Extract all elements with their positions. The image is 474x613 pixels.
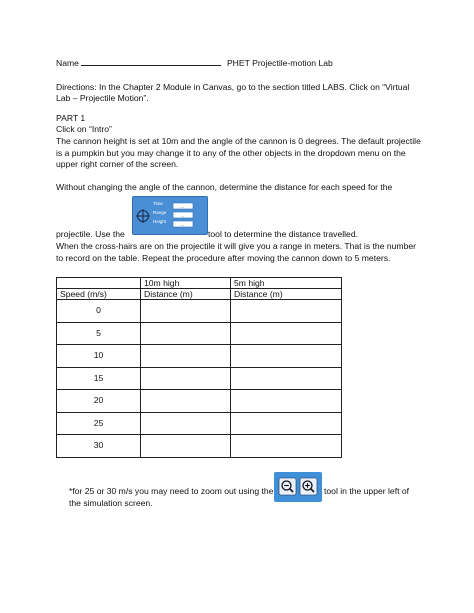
distance-10m-cell[interactable] xyxy=(141,390,231,413)
table-group-header-row xyxy=(57,278,342,289)
svg-text:--: -- xyxy=(181,222,184,227)
name-blank-line[interactable] xyxy=(81,57,221,66)
use-tool-text-after: tool to determine the distance travelled. xyxy=(208,229,359,239)
cannon-text-line-2: is a pumpkin but you may change it to any of the other objects in the dropdown menu on the xyxy=(56,148,406,158)
group-header-5m: 5m high xyxy=(231,278,342,289)
table-row xyxy=(57,345,342,368)
use-tool-text-before: projectile. Use the xyxy=(56,229,125,239)
crosshair-instruction-line-2: to record on the table. Repeat the procedure after moving the cannon down to 5 meters. xyxy=(56,253,391,263)
col-header-distance-10m: Distance (m) xyxy=(141,289,231,300)
distance-10m-cell[interactable] xyxy=(141,435,231,458)
speed-cell: 15 xyxy=(57,367,141,390)
distance-5m-cell[interactable] xyxy=(231,435,342,458)
speed-cell: 0 xyxy=(57,300,141,323)
zoom-tool-image xyxy=(274,472,322,502)
table-row xyxy=(57,300,342,323)
table-row xyxy=(57,322,342,345)
directions-line-2: Lab – Projectile Motion”. xyxy=(56,93,149,103)
distance-10m-cell[interactable] xyxy=(141,322,231,345)
distance-5m-cell[interactable] xyxy=(231,345,342,368)
distance-5m-cell[interactable] xyxy=(231,367,342,390)
part1-heading: PART 1 xyxy=(56,113,86,123)
distance-10m-cell[interactable] xyxy=(141,367,231,390)
tool-label-height: Height xyxy=(153,219,167,224)
svg-text:--: -- xyxy=(181,204,184,209)
click-intro-text: Click on “Intro” xyxy=(56,124,112,134)
distance-5m-cell[interactable] xyxy=(231,300,342,323)
tool-label-time: Time xyxy=(153,201,163,206)
cannon-text-line-1: The cannon height is set at 10m and the angle of the cannon is 0 degrees. The default projectile xyxy=(56,136,421,146)
col-header-speed: Speed (m/s) xyxy=(57,289,141,300)
name-row xyxy=(56,57,333,69)
table-column-header-row xyxy=(57,289,342,300)
table-row xyxy=(57,412,342,435)
speed-cell: 10 xyxy=(57,345,141,368)
col-header-distance-5m: Distance (m) xyxy=(231,289,342,300)
distance-10m-cell[interactable] xyxy=(141,412,231,435)
speed-cell: 30 xyxy=(57,435,141,458)
table-cell xyxy=(57,278,141,289)
distance-table xyxy=(56,277,342,458)
group-header-10m: 10m high xyxy=(141,278,231,289)
table-row xyxy=(57,435,342,458)
crosshair-instruction-line-1: When the cross-hairs are on the projectile it will give you a range in meters. That is the number xyxy=(56,241,416,251)
speed-cell: 5 xyxy=(57,322,141,345)
footnote-line-2: the simulation screen. xyxy=(69,498,153,508)
table-row xyxy=(57,390,342,413)
svg-text:--: -- xyxy=(181,213,184,218)
footnote-line-1-after: tool in the upper left of xyxy=(324,486,410,496)
speed-instruction-line: Without changing the angle of the cannon, determine the distance for each speed for the xyxy=(56,182,393,192)
distance-5m-cell[interactable] xyxy=(231,412,342,435)
directions-line-1: Directions: In the Chapter 2 Module in Canvas, go to the section titled LABS. Click on “Virtual xyxy=(56,82,410,92)
distance-5m-cell[interactable] xyxy=(231,322,342,345)
name-label: Name xyxy=(56,58,79,68)
lab-title: PHET Projectile-motion Lab xyxy=(226,58,333,68)
distance-10m-cell[interactable] xyxy=(141,345,231,368)
tool-label-range: Range xyxy=(153,210,167,215)
speed-cell: 25 xyxy=(57,412,141,435)
cannon-text-line-3: upper right corner of the screen. xyxy=(56,159,179,169)
speed-cell: 20 xyxy=(57,390,141,413)
distance-5m-cell[interactable] xyxy=(231,390,342,413)
table-row xyxy=(57,367,342,390)
distance-10m-cell[interactable] xyxy=(141,300,231,323)
measuring-tape-tool-image xyxy=(132,196,208,235)
footnote-line-1-before: *for 25 or 30 m/s you may need to zoom out using the xyxy=(69,486,274,496)
